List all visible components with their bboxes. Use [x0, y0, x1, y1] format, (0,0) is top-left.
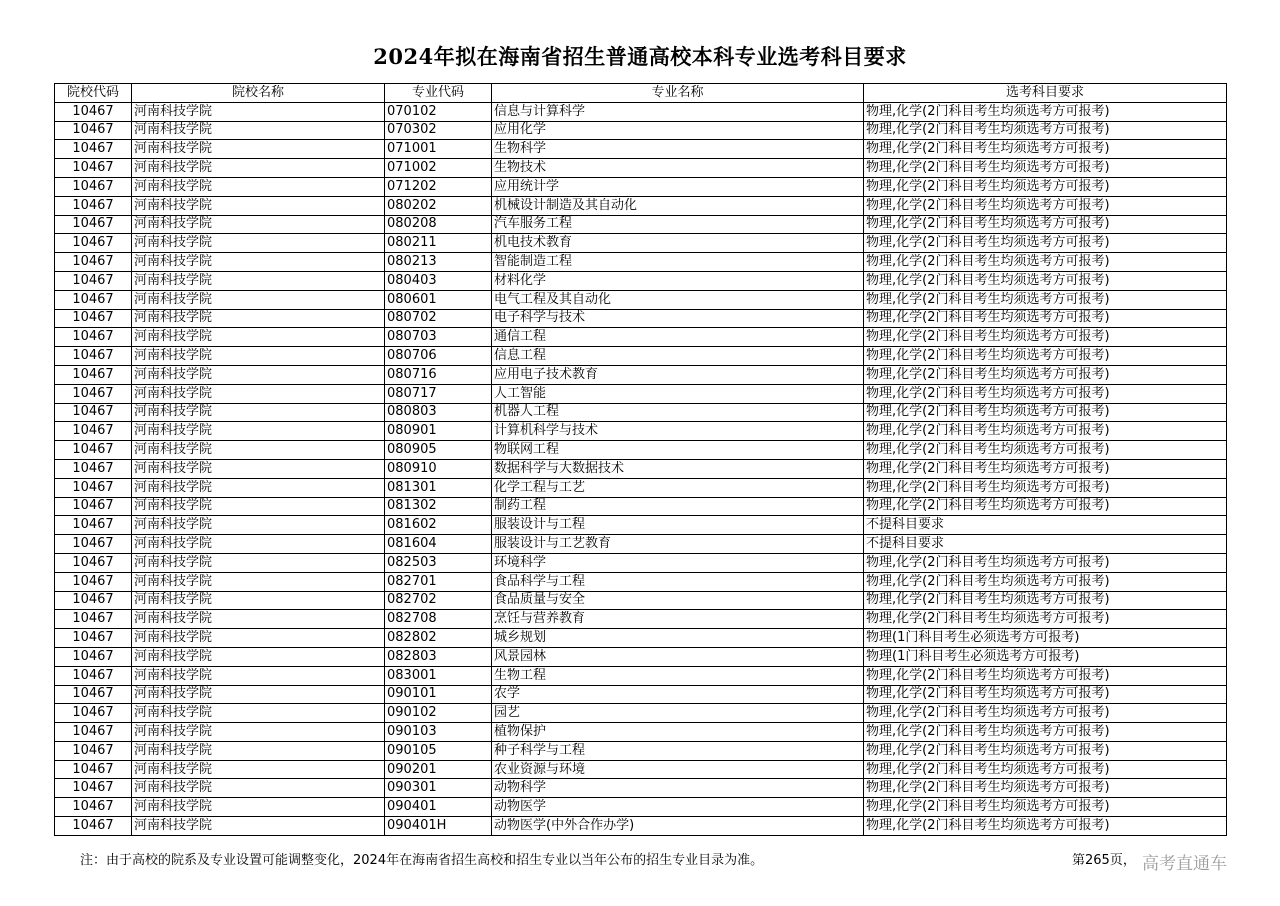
cell-school-code: 10467 [55, 271, 132, 290]
cell-requirement: 物理,化学(2门科目考生均须选考方可报考) [864, 384, 1227, 403]
cell-major-name: 环境科学 [492, 553, 864, 572]
cell-school-name: 河南科技学院 [132, 535, 385, 554]
cell-major-code: 090201 [385, 760, 492, 779]
cell-school-name: 河南科技学院 [132, 102, 385, 121]
cell-requirement: 物理(1门科目考生必须选考方可报考) [864, 629, 1227, 648]
cell-school-code: 10467 [55, 591, 132, 610]
cell-requirement: 物理,化学(2门科目考生均须选考方可报考) [864, 309, 1227, 328]
table-row [55, 553, 1227, 572]
cell-major-code: 080211 [385, 234, 492, 253]
cell-major-name: 应用化学 [492, 121, 864, 140]
cell-major-name: 机械设计制造及其自动化 [492, 196, 864, 215]
cell-school-name: 河南科技学院 [132, 441, 385, 460]
table-row [55, 760, 1227, 779]
table-row [55, 121, 1227, 140]
cell-school-name: 河南科技学院 [132, 290, 385, 309]
cell-major-code: 090401 [385, 798, 492, 817]
cell-major-code: 082503 [385, 553, 492, 572]
cell-major-code: 080905 [385, 441, 492, 460]
table-row [55, 478, 1227, 497]
table-row [55, 290, 1227, 309]
cell-school-code: 10467 [55, 572, 132, 591]
cell-major-name: 园艺 [492, 704, 864, 723]
table-row [55, 328, 1227, 347]
cell-major-code: 090301 [385, 779, 492, 798]
table-row [55, 140, 1227, 159]
table-row [55, 365, 1227, 384]
cell-school-name: 河南科技学院 [132, 553, 385, 572]
table-row [55, 723, 1227, 742]
cell-requirement: 物理,化学(2门科目考生均须选考方可报考) [864, 798, 1227, 817]
cell-school-code: 10467 [55, 647, 132, 666]
header-school-name: 院校名称 [132, 84, 385, 103]
header-major-name: 专业名称 [492, 84, 864, 103]
cell-major-name: 生物科学 [492, 140, 864, 159]
cell-school-name: 河南科技学院 [132, 591, 385, 610]
cell-major-code: 090101 [385, 685, 492, 704]
cell-school-name: 河南科技学院 [132, 347, 385, 366]
cell-school-code: 10467 [55, 817, 132, 836]
cell-requirement: 物理,化学(2门科目考生均须选考方可报考) [864, 459, 1227, 478]
cell-school-code: 10467 [55, 478, 132, 497]
table-row [55, 422, 1227, 441]
cell-major-name: 电子科学与技术 [492, 309, 864, 328]
table-body [55, 102, 1227, 835]
cell-major-code: 081604 [385, 535, 492, 554]
table-row [55, 666, 1227, 685]
cell-school-name: 河南科技学院 [132, 403, 385, 422]
cell-requirement: 物理,化学(2门科目考生均须选考方可报考) [864, 610, 1227, 629]
header-school-code: 院校代码 [55, 84, 132, 103]
table-header-row [55, 84, 1227, 103]
cell-major-code: 081602 [385, 516, 492, 535]
cell-major-name: 通信工程 [492, 328, 864, 347]
cell-major-name: 化学工程与工艺 [492, 478, 864, 497]
cell-school-name: 河南科技学院 [132, 328, 385, 347]
table-row [55, 347, 1227, 366]
cell-school-name: 河南科技学院 [132, 196, 385, 215]
table-row [55, 309, 1227, 328]
cell-requirement: 物理,化学(2门科目考生均须选考方可报考) [864, 817, 1227, 836]
table-row [55, 215, 1227, 234]
cell-school-code: 10467 [55, 102, 132, 121]
cell-requirement: 物理,化学(2门科目考生均须选考方可报考) [864, 215, 1227, 234]
table-row [55, 234, 1227, 253]
cell-requirement: 物理,化学(2门科目考生均须选考方可报考) [864, 365, 1227, 384]
cell-requirement: 物理,化学(2门科目考生均须选考方可报考) [864, 741, 1227, 760]
cell-major-name: 材料化学 [492, 271, 864, 290]
cell-requirement: 物理,化学(2门科目考生均须选考方可报考) [864, 234, 1227, 253]
cell-school-name: 河南科技学院 [132, 817, 385, 836]
table-row [55, 516, 1227, 535]
cell-major-code: 080901 [385, 422, 492, 441]
table-row [55, 817, 1227, 836]
cell-major-code: 080910 [385, 459, 492, 478]
cell-requirement: 物理,化学(2门科目考生均须选考方可报考) [864, 271, 1227, 290]
table-row [55, 535, 1227, 554]
cell-school-code: 10467 [55, 177, 132, 196]
cell-school-name: 河南科技学院 [132, 798, 385, 817]
cell-major-name: 制药工程 [492, 497, 864, 516]
cell-major-code: 080702 [385, 309, 492, 328]
cell-school-code: 10467 [55, 779, 132, 798]
cell-major-code: 082702 [385, 591, 492, 610]
cell-requirement: 物理,化学(2门科目考生均须选考方可报考) [864, 553, 1227, 572]
cell-school-name: 河南科技学院 [132, 610, 385, 629]
cell-school-name: 河南科技学院 [132, 704, 385, 723]
cell-school-code: 10467 [55, 666, 132, 685]
cell-major-code: 071202 [385, 177, 492, 196]
table-row [55, 177, 1227, 196]
cell-requirement: 物理,化学(2门科目考生均须选考方可报考) [864, 403, 1227, 422]
cell-school-name: 河南科技学院 [132, 309, 385, 328]
cell-major-name: 植物保护 [492, 723, 864, 742]
table-row [55, 102, 1227, 121]
cell-school-code: 10467 [55, 723, 132, 742]
cell-requirement: 物理,化学(2门科目考生均须选考方可报考) [864, 723, 1227, 742]
cell-school-name: 河南科技学院 [132, 215, 385, 234]
page-number: 第265页， [1072, 853, 1136, 868]
cell-school-code: 10467 [55, 798, 132, 817]
cell-school-code: 10467 [55, 516, 132, 535]
cell-major-name: 信息与计算科学 [492, 102, 864, 121]
cell-school-code: 10467 [55, 215, 132, 234]
cell-major-code: 080202 [385, 196, 492, 215]
cell-major-name: 汽车服务工程 [492, 215, 864, 234]
cell-school-name: 河南科技学院 [132, 271, 385, 290]
watermark: 高考直通车 [1142, 854, 1227, 874]
cell-major-code: 083001 [385, 666, 492, 685]
cell-major-name: 电气工程及其自动化 [492, 290, 864, 309]
cell-school-code: 10467 [55, 140, 132, 159]
cell-school-code: 10467 [55, 290, 132, 309]
cell-major-name: 物联网工程 [492, 441, 864, 460]
cell-major-code: 081302 [385, 497, 492, 516]
cell-major-name: 农业资源与环境 [492, 760, 864, 779]
cell-major-code: 071002 [385, 159, 492, 178]
cell-school-name: 河南科技学院 [132, 685, 385, 704]
cell-requirement: 物理,化学(2门科目考生均须选考方可报考) [864, 441, 1227, 460]
cell-major-code: 080703 [385, 328, 492, 347]
cell-requirement: 物理,化学(2门科目考生均须选考方可报考) [864, 497, 1227, 516]
cell-major-name: 农学 [492, 685, 864, 704]
cell-school-name: 河南科技学院 [132, 760, 385, 779]
cell-school-name: 河南科技学院 [132, 572, 385, 591]
table-row [55, 403, 1227, 422]
cell-school-name: 河南科技学院 [132, 723, 385, 742]
cell-school-name: 河南科技学院 [132, 779, 385, 798]
cell-major-code: 080706 [385, 347, 492, 366]
cell-requirement: 物理,化学(2门科目考生均须选考方可报考) [864, 290, 1227, 309]
requirements-table [54, 83, 1227, 836]
cell-requirement: 物理,化学(2门科目考生均须选考方可报考) [864, 760, 1227, 779]
cell-major-name: 机电技术教育 [492, 234, 864, 253]
cell-school-name: 河南科技学院 [132, 384, 385, 403]
cell-school-code: 10467 [55, 422, 132, 441]
table-row [55, 271, 1227, 290]
cell-requirement: 物理,化学(2门科目考生均须选考方可报考) [864, 140, 1227, 159]
cell-major-name: 数据科学与大数据技术 [492, 459, 864, 478]
cell-major-code: 070102 [385, 102, 492, 121]
cell-requirement: 物理,化学(2门科目考生均须选考方可报考) [864, 704, 1227, 723]
cell-school-name: 河南科技学院 [132, 365, 385, 384]
cell-major-name: 智能制造工程 [492, 253, 864, 272]
cell-major-code: 082701 [385, 572, 492, 591]
cell-school-name: 河南科技学院 [132, 422, 385, 441]
cell-requirement: 物理,化学(2门科目考生均须选考方可报考) [864, 347, 1227, 366]
cell-major-name: 种子科学与工程 [492, 741, 864, 760]
cell-major-code: 080716 [385, 365, 492, 384]
cell-major-code: 082803 [385, 647, 492, 666]
table-row [55, 159, 1227, 178]
cell-school-code: 10467 [55, 347, 132, 366]
cell-school-code: 10467 [55, 459, 132, 478]
cell-school-name: 河南科技学院 [132, 516, 385, 535]
cell-school-name: 河南科技学院 [132, 253, 385, 272]
cell-school-name: 河南科技学院 [132, 140, 385, 159]
cell-major-name: 动物医学 [492, 798, 864, 817]
cell-school-code: 10467 [55, 403, 132, 422]
cell-school-code: 10467 [55, 629, 132, 648]
cell-requirement: 物理,化学(2门科目考生均须选考方可报考) [864, 478, 1227, 497]
cell-school-code: 10467 [55, 497, 132, 516]
page-title: 2024年拟在海南省招生普通高校本科专业选考科目要求 [373, 44, 907, 69]
cell-major-name: 应用电子技术教育 [492, 365, 864, 384]
table-row [55, 629, 1227, 648]
cell-school-name: 河南科技学院 [132, 629, 385, 648]
cell-major-name: 应用统计学 [492, 177, 864, 196]
table-row [55, 384, 1227, 403]
table-row [55, 572, 1227, 591]
cell-major-name: 食品质量与安全 [492, 591, 864, 610]
cell-requirement: 不提科目要求 [864, 516, 1227, 535]
cell-requirement: 物理,化学(2门科目考生均须选考方可报考) [864, 253, 1227, 272]
cell-major-code: 081301 [385, 478, 492, 497]
cell-major-code: 080213 [385, 253, 492, 272]
cell-school-name: 河南科技学院 [132, 234, 385, 253]
cell-school-name: 河南科技学院 [132, 177, 385, 196]
cell-major-code: 090102 [385, 704, 492, 723]
cell-major-name: 食品科学与工程 [492, 572, 864, 591]
table-row [55, 741, 1227, 760]
table-row [55, 591, 1227, 610]
cell-major-code: 082708 [385, 610, 492, 629]
cell-school-name: 河南科技学院 [132, 121, 385, 140]
cell-requirement: 物理,化学(2门科目考生均须选考方可报考) [864, 196, 1227, 215]
table-row [55, 704, 1227, 723]
cell-major-code: 090105 [385, 741, 492, 760]
cell-school-name: 河南科技学院 [132, 741, 385, 760]
cell-school-name: 河南科技学院 [132, 647, 385, 666]
cell-requirement: 物理,化学(2门科目考生均须选考方可报考) [864, 177, 1227, 196]
cell-school-code: 10467 [55, 760, 132, 779]
table-row [55, 441, 1227, 460]
cell-school-code: 10467 [55, 553, 132, 572]
cell-school-code: 10467 [55, 741, 132, 760]
cell-requirement: 物理,化学(2门科目考生均须选考方可报考) [864, 422, 1227, 441]
cell-school-name: 河南科技学院 [132, 159, 385, 178]
cell-school-code: 10467 [55, 121, 132, 140]
cell-school-code: 10467 [55, 196, 132, 215]
cell-requirement: 物理,化学(2门科目考生均须选考方可报考) [864, 779, 1227, 798]
cell-school-code: 10467 [55, 253, 132, 272]
cell-major-code: 080601 [385, 290, 492, 309]
cell-major-code: 070302 [385, 121, 492, 140]
cell-requirement: 物理,化学(2门科目考生均须选考方可报考) [864, 572, 1227, 591]
cell-major-name: 服装设计与工程 [492, 516, 864, 535]
cell-requirement: 物理,化学(2门科目考生均须选考方可报考) [864, 102, 1227, 121]
cell-major-name: 信息工程 [492, 347, 864, 366]
cell-major-name: 风景园林 [492, 647, 864, 666]
cell-major-name: 机器人工程 [492, 403, 864, 422]
cell-school-name: 河南科技学院 [132, 478, 385, 497]
cell-major-name: 生物工程 [492, 666, 864, 685]
cell-major-name: 城乡规划 [492, 629, 864, 648]
cell-school-code: 10467 [55, 159, 132, 178]
cell-school-code: 10467 [55, 328, 132, 347]
cell-major-code: 090401H [385, 817, 492, 836]
cell-major-name: 生物技术 [492, 159, 864, 178]
table-row [55, 647, 1227, 666]
cell-major-code: 080803 [385, 403, 492, 422]
cell-school-code: 10467 [55, 384, 132, 403]
table-row [55, 459, 1227, 478]
header-requirement: 选考科目要求 [864, 84, 1227, 103]
cell-major-name: 计算机科学与技术 [492, 422, 864, 441]
cell-major-name: 人工智能 [492, 384, 864, 403]
cell-school-name: 河南科技学院 [132, 666, 385, 685]
cell-requirement: 物理,化学(2门科目考生均须选考方可报考) [864, 159, 1227, 178]
cell-school-code: 10467 [55, 685, 132, 704]
table-row [55, 253, 1227, 272]
cell-requirement: 物理,化学(2门科目考生均须选考方可报考) [864, 328, 1227, 347]
cell-major-code: 071001 [385, 140, 492, 159]
table-row [55, 798, 1227, 817]
cell-major-code: 080403 [385, 271, 492, 290]
cell-requirement: 物理,化学(2门科目考生均须选考方可报考) [864, 685, 1227, 704]
cell-major-name: 烹饪与营养教育 [492, 610, 864, 629]
cell-major-name: 服装设计与工艺教育 [492, 535, 864, 554]
cell-requirement: 物理(1门科目考生必须选考方可报考) [864, 647, 1227, 666]
cell-school-code: 10467 [55, 535, 132, 554]
cell-major-code: 080208 [385, 215, 492, 234]
cell-school-name: 河南科技学院 [132, 459, 385, 478]
cell-school-code: 10467 [55, 610, 132, 629]
cell-school-name: 河南科技学院 [132, 497, 385, 516]
table-row [55, 779, 1227, 798]
header-major-code: 专业代码 [385, 84, 492, 103]
cell-major-code: 082802 [385, 629, 492, 648]
cell-major-code: 080717 [385, 384, 492, 403]
cell-major-name: 动物医学(中外合作办学) [492, 817, 864, 836]
table-row [55, 685, 1227, 704]
cell-requirement: 不提科目要求 [864, 535, 1227, 554]
cell-requirement: 物理,化学(2门科目考生均须选考方可报考) [864, 591, 1227, 610]
cell-school-code: 10467 [55, 365, 132, 384]
cell-major-name: 动物科学 [492, 779, 864, 798]
table-row [55, 497, 1227, 516]
cell-school-code: 10467 [55, 309, 132, 328]
cell-school-code: 10467 [55, 234, 132, 253]
cell-requirement: 物理,化学(2门科目考生均须选考方可报考) [864, 121, 1227, 140]
cell-school-code: 10467 [55, 704, 132, 723]
cell-major-code: 090103 [385, 723, 492, 742]
table-row [55, 610, 1227, 629]
cell-requirement: 物理,化学(2门科目考生均须选考方可报考) [864, 666, 1227, 685]
footnote: 注：由于高校的院系及专业设置可能调整变化，2024年在海南省招生高校和招生专业以当年公布的招生专业目录为准。 [80, 853, 764, 868]
table-row [55, 196, 1227, 215]
cell-school-code: 10467 [55, 441, 132, 460]
